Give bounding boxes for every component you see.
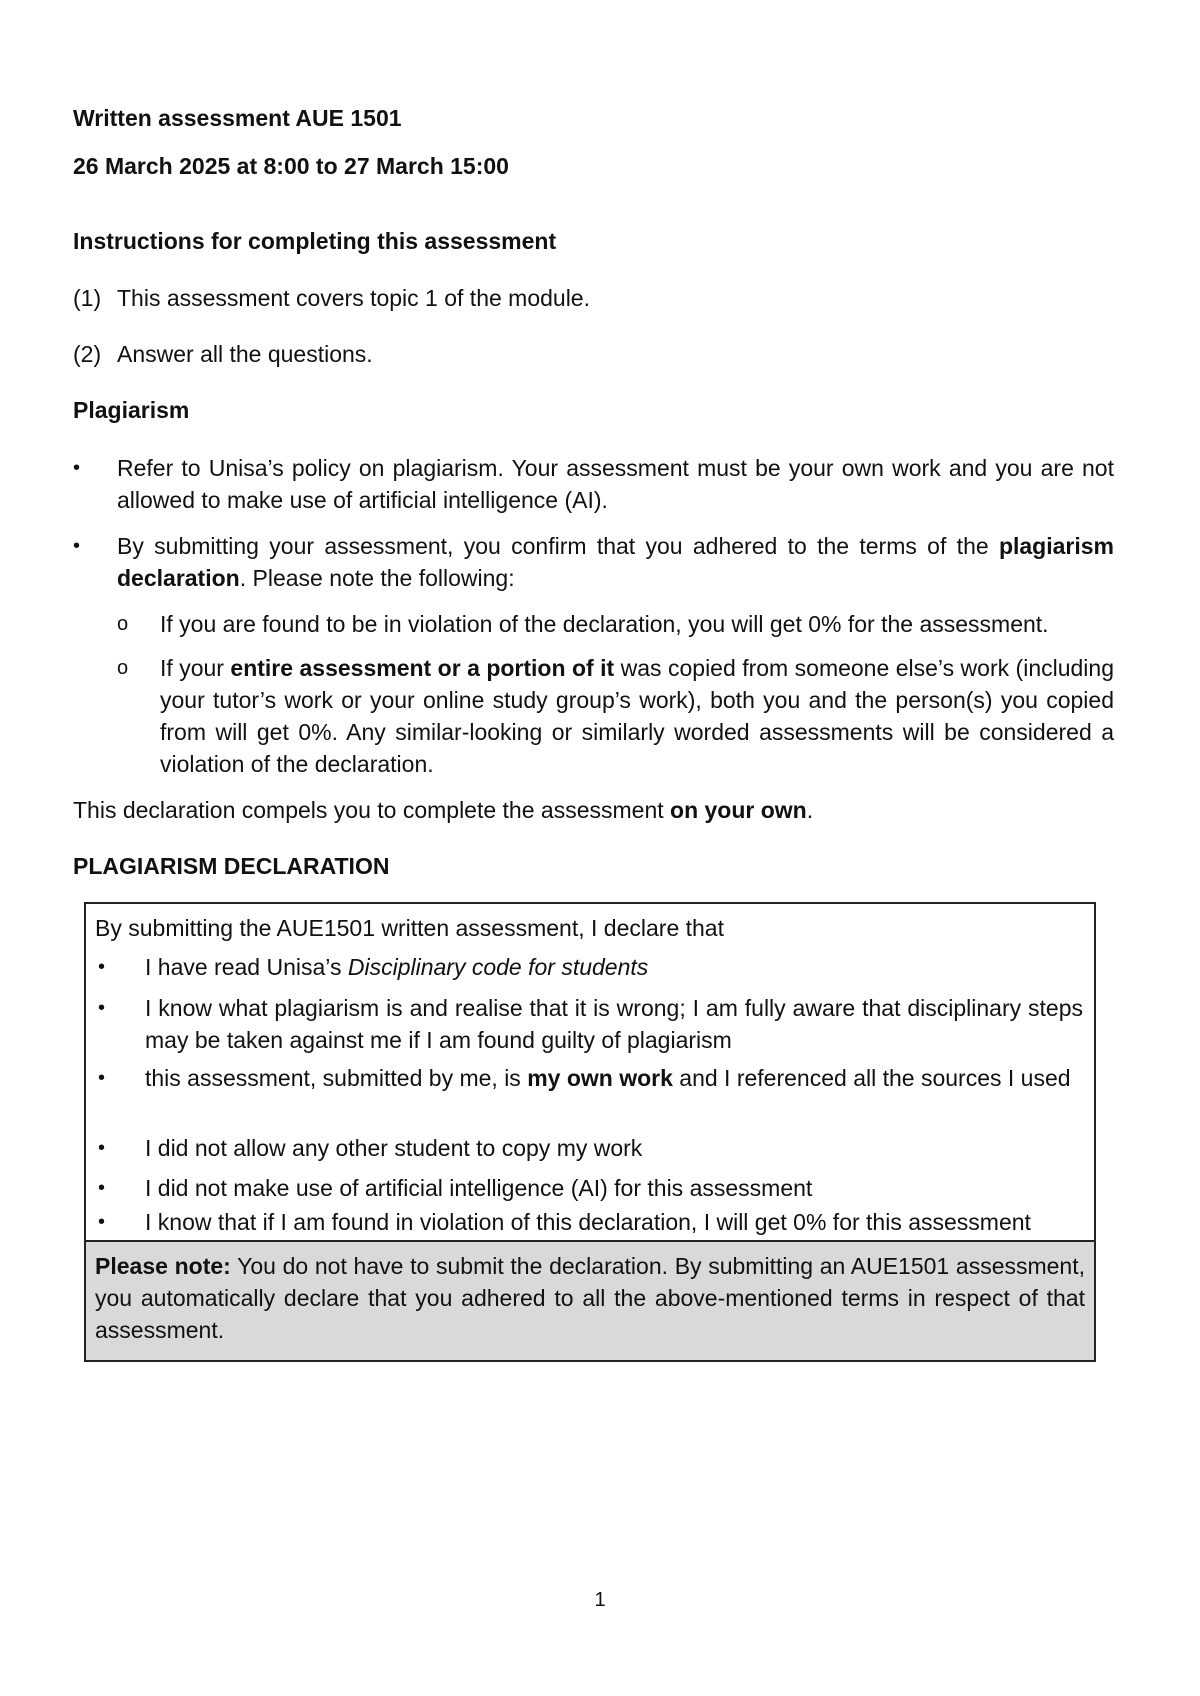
declaration-note: Please note: You do not have to submit the declaration. By submitting an AUE1501 assessment, you automatically declare that you adhered to all the above-mentioned terms in respect of that assessment. — [86, 1240, 1094, 1360]
sub-bullet-copying: If your entire assessment or a portion of it was copied from someone else’s work (including your tutor’s work or your online study group’s work), both you and the person(s) you copied from will get 0%. Any similar-looking or similarly worded assessments will be considered a violation of the declaration. — [160, 655, 1115, 777]
circle-bullet-icon: o — [117, 613, 129, 635]
bullet-icon: • — [98, 1137, 106, 1159]
declaration-item: I know that if I am found in violation of this declaration, I will get 0% for this assessment — [145, 1209, 1031, 1235]
plagiarism-heading: Plagiarism — [73, 397, 190, 423]
instructions-heading: Instructions for completing this assessment — [73, 228, 557, 254]
declaration-intro: By submitting the AUE1501 written assessment, I declare that — [95, 915, 724, 941]
bullet-icon: • — [73, 457, 81, 479]
bullet-icon: • — [73, 535, 81, 557]
assessment-dates: 26 March 2025 at 8:00 to 27 March 15:00 — [73, 153, 509, 179]
declaration-item: I have read Unisa’s Disciplinary code for students — [145, 954, 649, 980]
page-number: 1 — [594, 1589, 606, 1611]
bullet-icon: • — [98, 1067, 106, 1089]
circle-bullet-icon: o — [117, 657, 129, 679]
declaration-heading: PLAGIARISM DECLARATION — [73, 853, 390, 879]
document-title: Written assessment AUE 1501 — [73, 105, 402, 131]
instruction-number: (2) — [73, 341, 102, 367]
instruction-number: (1) — [73, 285, 102, 311]
sub-bullet-violation: If you are found to be in violation of the declaration, you will get 0% for the assessment. — [160, 611, 1049, 637]
bullet-icon: • — [98, 956, 106, 978]
plagiarism-declaration-term: plagiarism declaration — [117, 533, 1114, 591]
plagiarism-bullet-submission: By submitting your assessment, you confirm that you adhered to the terms of the plagiarism declaration. Please note the following: — [117, 533, 1114, 591]
bullet-icon: • — [98, 1211, 106, 1233]
declaration-box — [84, 902, 1096, 1362]
declaration-compels-text: This declaration compels you to complete the assessment on your own. — [73, 797, 814, 823]
declaration-item: I did not make use of artificial intelligence (AI) for this assessment — [145, 1175, 813, 1201]
note-label: Please note: — [95, 1253, 231, 1279]
instruction-text: This assessment covers topic 1 of the module. — [117, 285, 590, 311]
declaration-item: I did not allow any other student to copy my work — [145, 1135, 643, 1161]
declaration-item: this assessment, submitted by me, is my own work and I referenced all the sources I used — [145, 1065, 1071, 1091]
instruction-text: Answer all the questions. — [117, 341, 373, 367]
declaration-item: I know what plagiarism is and realise that it is wrong; I am fully aware that disciplinary steps may be taken against me if I am found guilty of plagiarism — [145, 995, 1083, 1053]
bullet-icon: • — [98, 997, 106, 1019]
plagiarism-bullet-policy: Refer to Unisa’s policy on plagiarism. Your assessment must be your own work and you are not allowed to make use of artificial intelligence (AI). — [117, 455, 1114, 513]
bullet-icon: • — [98, 1177, 106, 1199]
